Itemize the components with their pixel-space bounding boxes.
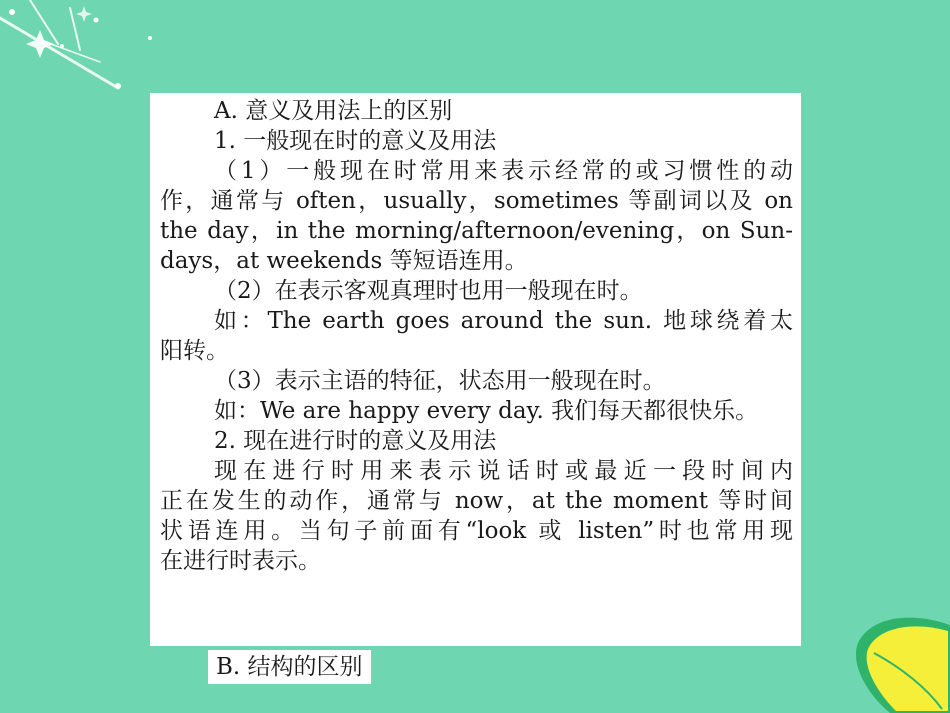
leaf-decoration-icon [830,603,950,713]
content-panel [150,93,801,646]
subsection-2-heading: 2. 现在进行时的意义及用法 [214,428,497,454]
subsection-1-heading: 1. 一般现在时的意义及用法 [214,128,497,154]
text-line: 在进行时表示。 [160,548,321,574]
text-line: 作，通常与 often，usually，sometimes 等副词以及 on [160,188,793,214]
text-line: （3）表示主语的特征，状态用一般现在时。 [214,368,666,394]
text-line: days，at weekends 等短语连用。 [160,248,528,274]
text-line: （1）一般现在时常用来表示经常的或习惯性的动 [214,158,793,184]
example-line: 阳转。 [160,338,229,364]
text-line: 正在发生的动作，通常与 now，at the moment 等时间 [160,488,793,514]
text-line: 现在进行时用来表示说话时或最近一段时间内 [214,458,793,484]
example-line: 如：We are happy every day. 我们每天都很快乐。 [214,398,759,424]
example-line: 如：The earth goes around the sun. 地球绕着太 [214,308,793,334]
text-line: （2）在表示客观真理时也用一般现在时。 [214,278,643,304]
text-line: 状语连用。当句子前面有“look 或 listen”时也常用现 [160,518,793,544]
section-b-heading: B. 结构的区别 [208,650,371,684]
section-a-heading: A. 意义及用法上的区别 [214,98,453,124]
text-line: the day，in the morning/afternoon/evening，on Sun- [160,218,793,244]
